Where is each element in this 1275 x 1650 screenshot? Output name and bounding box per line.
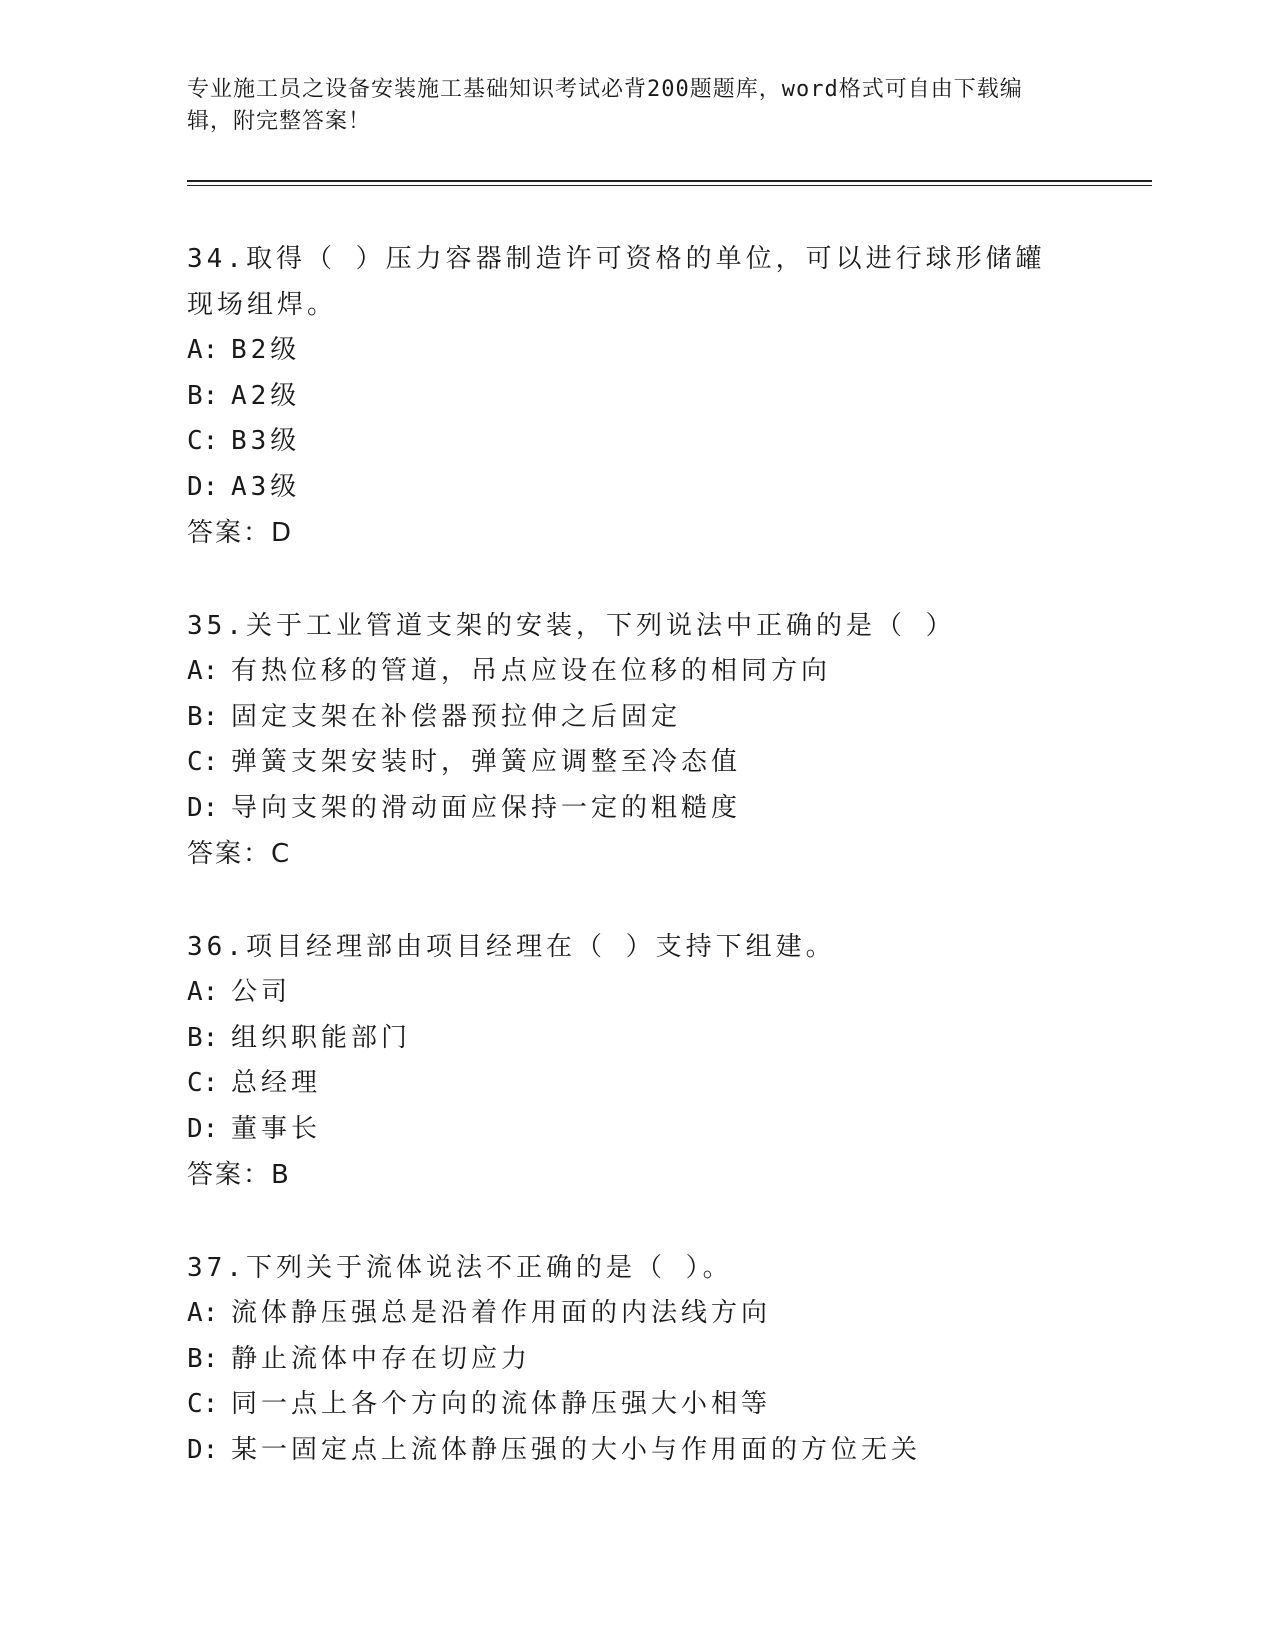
- option-text: 董事长: [231, 1113, 322, 1144]
- option-a: [187, 1291, 1147, 1337]
- option-letter: D:: [187, 471, 219, 502]
- option-letter: C:: [187, 1389, 219, 1419]
- option-text: B3级: [231, 426, 301, 456]
- option-letter: A:: [187, 977, 219, 1007]
- option-c: [187, 740, 1147, 786]
- option-text: 固定支架在补偿器预拉伸之后固定: [231, 701, 682, 732]
- option-letter: D:: [187, 1434, 219, 1465]
- document-page: [187, 0, 1147, 1520]
- option-text: 弹簧支架安装时，弹簧应调整至冷态值: [231, 747, 742, 777]
- option-a: [187, 328, 1147, 374]
- option-letter: B:: [187, 1022, 219, 1053]
- option-text: 静止流体中存在切应力: [231, 1343, 532, 1374]
- option-text: 同一点上各个方向的流体静压强大小相等: [231, 1389, 772, 1419]
- option-letter: A:: [187, 656, 219, 686]
- answer-line: 答案：D: [187, 518, 294, 548]
- option-letter: C:: [187, 426, 219, 456]
- question-list: [187, 236, 1147, 1473]
- option-d: [187, 1107, 1147, 1153]
- question-stem: 34.取得（ ）压力容器制造许可资格的单位，可以进行球形储罐现场组焊。: [187, 244, 1046, 320]
- option-a: [187, 649, 1147, 695]
- option-b: [187, 695, 1147, 741]
- option-letter: B:: [187, 1343, 219, 1374]
- option-b: [187, 1016, 1147, 1062]
- option-letter: D:: [187, 792, 219, 823]
- option-d: [187, 465, 1147, 511]
- option-text: A3级: [231, 471, 301, 502]
- question-stem: 37.下列关于流体说法不正确的是（ ）。: [187, 1253, 733, 1283]
- question-stem: 36.项目经理部由项目经理在（ ）支持下组建。: [187, 932, 836, 962]
- question-35: [187, 603, 1147, 877]
- option-text: 导向支架的滑动面应保持一定的粗糙度: [231, 792, 742, 823]
- option-letter: C:: [187, 747, 219, 777]
- option-text: 某一固定点上流体静压强的大小与作用面的方位无关: [231, 1434, 922, 1465]
- option-letter: B:: [187, 380, 219, 411]
- option-a: [187, 970, 1147, 1016]
- option-c: [187, 1382, 1147, 1428]
- option-letter: A:: [187, 335, 219, 365]
- option-letter: C:: [187, 1068, 219, 1098]
- option-d: [187, 1428, 1147, 1474]
- option-b: [187, 374, 1147, 420]
- option-text: 有热位移的管道，吊点应设在位移的相同方向: [231, 656, 832, 686]
- option-b: [187, 1337, 1147, 1383]
- option-text: A2级: [231, 380, 301, 411]
- question-34: [187, 236, 1147, 556]
- question-stem: 35.关于工业管道支架的安装，下列说法中正确的是（ ）: [187, 611, 956, 641]
- option-c: [187, 1061, 1147, 1107]
- option-text: 公司: [231, 977, 292, 1007]
- answer-line: 答案：C: [187, 839, 292, 869]
- option-letter: A:: [187, 1298, 219, 1328]
- answer-line: 答案：B: [187, 1160, 291, 1190]
- document-header: 专业施工员之设备安装施工基础知识考试必背200题题库，word格式可自由下载编辑，附完整答案！: [187, 77, 1023, 134]
- option-text: B2级: [231, 335, 301, 365]
- question-37: [187, 1245, 1147, 1473]
- option-text: 组织职能部门: [231, 1022, 412, 1053]
- header-divider: [187, 180, 1152, 186]
- option-text: 总经理: [231, 1068, 322, 1098]
- option-letter: B:: [187, 701, 219, 732]
- option-c: [187, 419, 1147, 465]
- option-letter: D:: [187, 1113, 219, 1144]
- option-text: 流体静压强总是沿着作用面的内法线方向: [231, 1298, 772, 1328]
- question-36: [187, 924, 1147, 1198]
- option-d: [187, 786, 1147, 832]
